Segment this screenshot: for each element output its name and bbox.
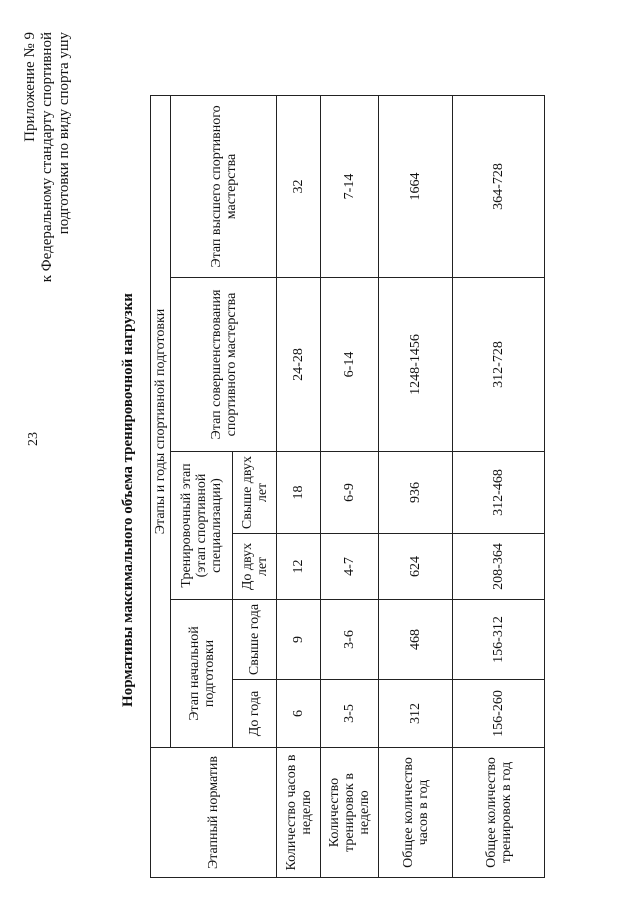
document-title: Нормативы максимального объема тренировочной нагрузки — [120, 293, 136, 707]
page-number: 23 — [26, 432, 41, 446]
table-cell: 24-28 — [277, 278, 321, 452]
row-label: Общее количество часов в год — [379, 748, 453, 878]
norms-table — [150, 95, 545, 878]
appendix-line-2: к Федеральному стандарту спортивной — [39, 32, 55, 283]
group-higher-mastery-stage: Этап высшего спортивного мастерства — [171, 95, 277, 277]
appendix-line-3: подготовки по виду спорта ушу — [56, 32, 72, 235]
table-row — [321, 95, 379, 877]
table-cell: 6-14 — [321, 278, 379, 452]
table-row — [453, 95, 545, 877]
row-label: Количество часов в неделю — [277, 748, 321, 878]
appendix-note — [22, 32, 73, 282]
table-cell: 1664 — [379, 95, 453, 277]
table-row — [277, 95, 321, 877]
table-cell: 6 — [277, 680, 321, 748]
table-cell: 364-728 — [453, 95, 545, 277]
subheader-over-year: Свыше года — [233, 600, 277, 680]
group-training-stage: Тренировочный этап (этап спортивной специализации) — [171, 452, 233, 600]
table-cell: 4-7 — [321, 534, 379, 600]
group-improvement-stage: Этап совершенствования спортивного мастерства — [171, 278, 277, 452]
table-cell: 6-9 — [321, 452, 379, 534]
appendix-line-1: Приложение № 9 — [22, 32, 38, 142]
row-label: Общее количество тренировок в год — [453, 748, 545, 878]
table-cell: 9 — [277, 600, 321, 680]
table-cell: 312 — [379, 680, 453, 748]
row-label: Количество тренировок в неделю — [321, 748, 379, 878]
table-cell: 18 — [277, 452, 321, 534]
table-cell: 624 — [379, 534, 453, 600]
rotated-sheet — [0, 20, 640, 880]
table-cell: 208-364 — [453, 534, 545, 600]
table-cell: 12 — [277, 534, 321, 600]
table-cell: 156-312 — [453, 600, 545, 680]
stages-header: Этапы и годы спортивной подготовки — [151, 95, 171, 747]
table-row — [379, 95, 453, 877]
subheader-over-two-years: Свыше двух лет — [233, 452, 277, 534]
table-cell: 468 — [379, 600, 453, 680]
subheader-up-to-year: До года — [233, 680, 277, 748]
table-cell: 312-468 — [453, 452, 545, 534]
subheader-up-to-two-years: До двух лет — [233, 534, 277, 600]
table-cell: 32 — [277, 95, 321, 277]
table-cell: 3-5 — [321, 680, 379, 748]
table-cell: 7-14 — [321, 95, 379, 277]
table-cell: 312-728 — [453, 278, 545, 452]
group-initial-stage: Этап начальной подготовки — [171, 600, 233, 748]
table-cell: 156-260 — [453, 680, 545, 748]
table-cell: 1248-1456 — [379, 278, 453, 452]
corner-header: Этапный норматив — [151, 748, 277, 878]
table-cell: 936 — [379, 452, 453, 534]
table-cell: 3-6 — [321, 600, 379, 680]
